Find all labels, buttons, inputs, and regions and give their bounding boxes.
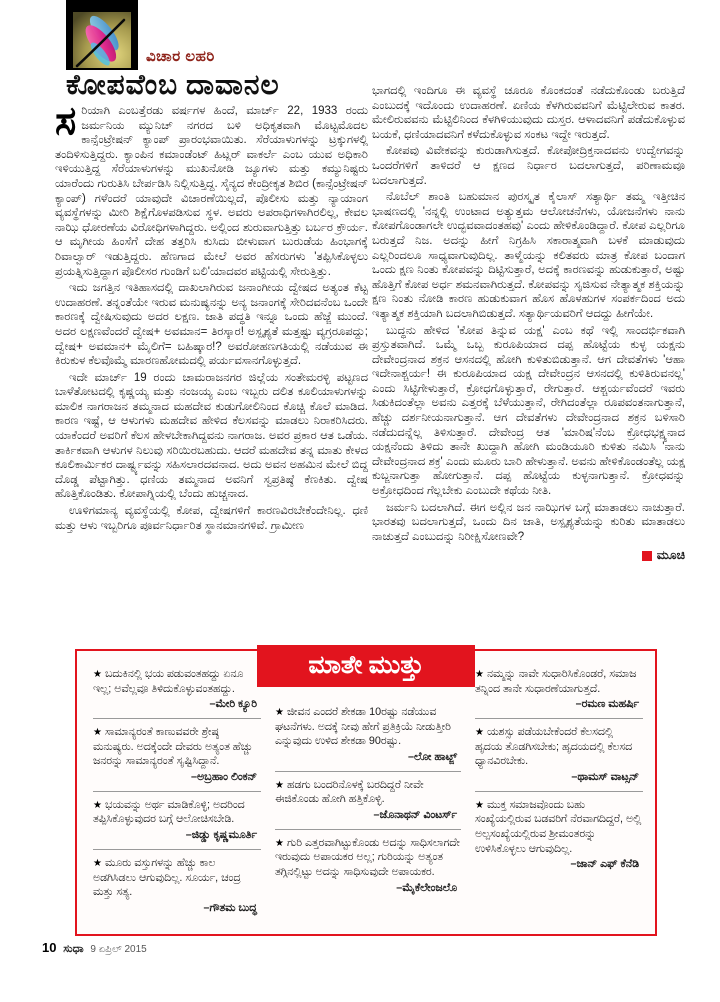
star-icon: ★ [275,779,284,791]
star-icon: ★ [93,857,102,869]
quote-text: ★ ನಮ್ಮನ್ನು ನಾವೇ ಸುಧಾರಿಸಿಕೊಂಡರೆ, ಸಮಾಜ ತನ್ನಿಂದ ತಾನೇ ಸುಧಾರಣೆಯಾಗುತ್ತದೆ. [475,668,637,695]
quote-author: –ಥಾಮಸ್ ವಾಟ್ಸನ್ [571,770,639,783]
page-number: 10 [42,940,57,955]
quote-text: ★ ಮುಕ್ತ ಸಮಾಜವೊಂದು ಬಹು ಸಂಖ್ಯೆಯಲ್ಲಿರುವ ಬಡವರಿಗೆ ನೆರವಾಗದಿದ್ದರೆ, ಅಲ್ಲಿ ಅಲ್ಪಸಂಖ್ಯೆಯಲ್ಲಿರುವ ಶ್ರೀಮಂತರನ್ನು ಉಳಿಸಿಕೊಳ್ಳಲು ಆಗುವುದಿಲ್ಲ. [475,798,642,855]
quote-column-left [93,661,261,926]
quote-author: –ಜಾನ್ ಎಫ್ ಕೆನೆಡಿ [570,858,639,871]
quote-author: –ಗೌತಮ ಬುದ್ಧ [203,901,257,914]
quote-text: ★ ಯಶಸ್ಸು ಪಡೆಯಬೇಕೆಂದರೆ ಕೆಲಸದಲ್ಲಿ ಹೃದಯ ತೊಡಗಿಸಬೇಕು; ಹೃದಯದಲ್ಲಿ ಕೆಲಸದ ಧ್ಯಾನವಿರಬೇಕು. [475,726,633,768]
quote-text: ★ ಭಯವನ್ನು ಅರ್ಥ ಮಾಡಿಕೊಳ್ಳಿ; ಅದರಿಂದ ತಪ್ಪಿಸಿಕೊಳ್ಳುವುದರ ಬಗ್ಗೆ ಆಲೋಚಿಸಬೇಡಿ. [93,798,245,826]
star-icon: ★ [93,669,102,680]
star-icon: ★ [275,707,284,718]
article-column-right [372,84,685,629]
quote-box [75,649,657,936]
quote-item [475,792,643,878]
article-paragraph: ಜರ್ಮನಿ ಬದಲಾಗಿದೆ. ಈಗ ಅಲ್ಲಿನ ಜನ ನಾಝಿಗಳ ಬಗ್ಗೆ ಮಾತಾಡಲು ನಾಚುತ್ತಾರೆ. ಭಾರತವು ಬದಲಾಗುತ್ತದೆ, ಒಂದು ದಿನ ಜಾತಿ, ಅಸ್ಪೃಶ್ಯತೆಯನ್ನು ಕುರಿತು ಮಾತಾಡಲು ನಾಚುತ್ತದೆ ಎಂಬುದನ್ನು ನಿರೀಕ್ಷಿಸೋಣವೇ? [372,501,685,543]
quote-box-title: ಮಾತೇ ಮುತ್ತು [257,645,475,687]
article-paragraph: ಇದು ಜಗತ್ತಿನ ಇತಿಹಾಸದಲ್ಲಿ ದಾಖಲಾಗಿರುವ ಜನಾಂಗೀಯ ದ್ವೇಷದ ಅತ್ಯಂತ ಕೆಟ್ಟ ಉದಾಹರಣೆ. ತನ್ನಂತೆಯೇ ಇರುವ ಮನುಷ್ಯನನ್ನು ಅನ್ಯ ಜನಾಂಗಕ್ಕೆ ಸೇರಿದವನೆಂಬ ಒಂದೇ ಕಾರಣಕ್ಕೆ ದ್ವೇಷಿಸುವುದು ಅದರ ಲಕ್ಷಣ. ಜಾತಿ ಪದ್ಧತಿ ಇನ್ನೂ ಒಂದು ಹೆಜ್ಜೆ ಮುಂದೆ. ಅದರ ಲಕ್ಷಣವೆಂದರೆ ದ್ವೇಷ+ ಅವಮಾನ= ತಿರಸ್ಕಾರ! ಅಸ್ಪೃಶ್ಯತೆ ಮತ್ತಷ್ಟು ವ್ಯಗ್ರರೂಪದ್ದು; ದ್ವೇಷ+ ಅವಮಾನ+ ಮೈಲಿಗೆ= ಬಹಿಷ್ಕಾರ!? ಅವರೋಹಣಗತಿಯಲ್ಲಿ ನಡೆಯುವ ಈ ಕಿರುಕುಳ ಕೆಲವೊಮ್ಮೆ ಮಾರಣಹೋಮದಲ್ಲಿ ಪರ್ಯವಸಾನಗೊಳ್ಳುತ್ತದೆ. [55,282,368,368]
quote-item [93,719,261,792]
quote-author: –ಮೈಕೆಲೇಂಜಲೊ [396,881,457,894]
quote-author: –ರಮಣ ಮಹರ್ಷಿ [575,698,639,711]
red-square-icon [642,551,652,561]
article-column-left [55,104,368,656]
article-paragraph: ನೊಬೆಲ್ ಶಾಂತಿ ಬಹುಮಾನ ಪುರಸ್ಕೃತ ಕೈಲಾಸ್ ಸತ್ಯಾರ್ಥಿ ತಮ್ಮ ಇತ್ತೀಚಿನ ಭಾಷಣದಲ್ಲಿ 'ನನ್ನಲ್ಲಿ ಉಂಟಾದ ಅತ್ಯುತ್ತಮ ಆಲೋಚನೆಗಳು, ಯೋಜನೆಗಳು ನಾನು ಕೋಪಗೊಂಡಾಗಲೇ ಉದ್ಭವವಾದಂತಹವು' ಎಂದು ಹೇಳಿಕೊಂಡಿದ್ದಾರೆ. ಕೋಪ ಎಲ್ಲರಿಗೂ ಬರುತ್ತದೆ ನಿಜ. ಅದನ್ನು ಹೀಗೆ ನಿಗ್ರಹಿಸಿ ಸಕಾರಾತ್ಮವಾಗಿ ಬಳಕೆ ಮಾಡುವುದು ಎಲ್ಲರಿಂದಲೂ ಸಾಧ್ಯವಾಗುವುದಿಲ್ಲ. ತಾಳ್ಮೆಯನ್ನು ಕಲಿತವರು ಮಾತ್ರ ಕೋಪ ಬಂದಾಗ ಒಂದು ಕ್ಷಣ ನಿಂತು ಕೋಪವನ್ನು ದಿಟ್ಟಿಸುತ್ತಾರೆ, ಅದಕ್ಕೆ ಕಾರಣವನ್ನು ಹುಡುಕುತ್ತಾರೆ, ಅಷ್ಟು ಹೊತ್ತಿಗೆ ಕೋಪ ಅರ್ಧ ಶಮನವಾಗಿರುತ್ತದೆ. ಕೋಪವನ್ನು ಸೃಜಿಸುವ ನೇತ್ಯಾತ್ಮಕ ಶಕ್ತಿಯನ್ನು ಕ್ಷಣ ನಿಂತು ನೋಡಿ ಕಾರಣ ಹುಡುಕುವಾಗ ಹೊಸ ಹೊಳಹುಗಳ ಸಂಪರ್ಕದಿಂದ ಅದು ಇತ್ಯಾತ್ಮಕ ಶಕ್ತಿಯಾಗಿ ಬದಲಾಗಿಬಿಡುತ್ತದೆ. ಸತ್ಯಾರ್ಥಿಯವರಿಗೆ ಆದದ್ದು ಹೀಗೆಯೇ. [372,191,685,320]
page-footer [42,940,147,956]
quote-item [475,719,643,792]
article-paragraph: ಭಾಗದಲ್ಲಿ ಇಂದಿಗೂ ಈ ವ್ಯವಸ್ಥೆ ಚೂರೂ ಕೊಂಕದಂತೆ ನಡೆದುಕೊಂಡು ಬರುತ್ತಿದೆ ಎಂಬುದಕ್ಕೆ ಇದೊಂದು ಉದಾಹರಣೆ. ಏಣಿಯ ಕೆಳಗಿರುವವನಿಗೆ ಮೆಟ್ಟಿಲೇರುವ ಕಾತರ. ಮೇಲಿರುವವನು ಮೆಟ್ಟಿಲಿನಿಂದ ಕೆಳಗಿಳಿಯುವುದು ದುಸ್ತರ. ಆಳಾದವನಿಗೆ ಪಡೆದುಕೊಳ್ಳುವ ಬಯಕೆ, ಧಣಿಯಾದವನಿಗೆ ಕಳೆದುಕೊಳ್ಳುವ ಸಂಕಟ ಇದ್ದೇ ಇರುತ್ತದೆ. [372,85,685,141]
article-paragraph: ಊಳಿಗಮಾನ್ಯ ವ್ಯವಸ್ಥೆಯಲ್ಲಿ ಕೋಪ, ದ್ವೇಷಗಳಿಗೆ ಕಾರಣವಿರಬೇಕೆಂದೇನಿಲ್ಲ. ಧಣಿ ಮತ್ತು ಆಳು ಇಬ್ಬರಿಗೂ ಪೂರ್ವನಿರ್ಧಾರಿತ ಸ್ಥಾನಮಾನಗಳಿವೆ. ಗ್ರಾಮೀಣ [55,505,368,532]
quote-author: –ಅಬ್ರಹಾಂ ಲಿಂಕನ್ [190,770,257,783]
author-signature [372,548,685,564]
quote-text: ★ ಮೂರು ವಸ್ತುಗಳನ್ನು ಹೆಚ್ಚು ಕಾಲ ಅಡಗಿಸಿಡಲು ಆಗುವುದಿಲ್ಲ. ಸೂರ್ಯ, ಚಂದ್ರ ಮತ್ತು ಸತ್ಯ. [93,856,241,899]
quote-author: –ಮೇರಿ ಕ್ಯೂರಿ [209,698,257,711]
quote-item [93,792,261,850]
quote-author: –ಲೋ ಹಾಟ್ಜ್ [407,750,457,763]
quote-column-right [475,661,643,926]
quote-item [275,830,461,902]
drop-cap: ಸ [55,104,77,143]
star-icon: ★ [475,727,484,739]
star-icon: ★ [475,669,484,680]
quote-author: –ಜಿಡ್ಡು ಕೃಷ್ಣಮೂರ್ತಿ [185,828,257,841]
author-name: ಮೂಚಿ [656,548,685,563]
quote-item [275,699,461,772]
star-icon: ★ [275,837,284,849]
quote-text: ★ ಸಾಮಾನ್ಯರಂತೆ ಕಾಣುವವರೇ ಶ್ರೇಷ್ಠ ಮನುಷ್ಯರು. ಅದಕ್ಕೆಂದೇ ದೇವರು ಅತ್ಯಂತ ಹೆಚ್ಚು ಜನರನ್ನು ಸಾಮಾನ್ಯರಂತೆ ಸೃಷ್ಟಿಸಿದ್ದಾನೆ. [93,726,253,768]
article-paragraph [55,104,368,279]
quote-text: ★ ಗುರಿ ಎತ್ತರವಾಗಿಟ್ಟುಕೊಂಡು ಅದನ್ನು ಸಾಧಿಸಲಾಗದೇ ಇರುವುದು ಅಪಾಯಕರ ಅಲ್ಲ; ಗುರಿಯನ್ನು ಅತ್ಯಂತ ತಗ್ಗಿನಲ್ಲಿಟ್ಟು ಅದನ್ನು ಸಾಧಿಸುವುದೇ ಅಪಾಯಕರ. [275,836,460,878]
article-paragraph: ಬುದ್ಧನು ಹೇಳಿದ 'ಕೋಪ ತಿನ್ನುವ ಯಕ್ಷ' ಎಂಬ ಕಥೆ ಇಲ್ಲಿ ಸಾಂದರ್ಭಿಕವಾಗಿ ಪ್ರಸ್ತುತವಾಗಿದೆ. ಒಮ್ಮೆ ಒಬ್ಬ ಕುರೂಪಿಯಾದ ದಪ್ಪ ಹೊಟ್ಟೆಯ ಕುಳ್ಳ ಯಕ್ಷನು ದೇವೇಂದ್ರನಾದ ಶಕ್ರನ ಆಸನದಲ್ಲಿ ಹೋಗಿ ಕುಳಿತುಬಿಡುತ್ತಾನೆ. ಆಗ ದೇವತೆಗಳು 'ಆಹಾ ಇದೇನಾಶ್ಚರ್ಯ! ಈ ಕುರೂಪಿಯಾದ ಯಕ್ಷ ದೇವೇಂದ್ರನ ಆಸನದಲ್ಲಿ ಕುಳಿತಿರುವನಲ್ಲ' ಎಂದು ಸಿಟ್ಟಿಗೇಳುತ್ತಾರೆ, ಕ್ರೋಧಗೊಳ್ಳುತ್ತಾರೆ, ರೇಗುತ್ತಾರೆ. ಆಶ್ಚರ್ಯವೆಂದರೆ ಇವರು ಸಿಡುಕಿದಂತೆಲ್ಲಾ ಅವನು ಎತ್ತರಕ್ಕೆ ಬೆಳೆಯುತ್ತಾನೆ, ರೇಗಿದಂತೆಲ್ಲಾ ರೂಪವಂತನಾಗುತ್ತಾನೆ, ಹೆಚ್ಚು ದರ್ಶನೀಯನಾಗುತ್ತಾನೆ. ಆಗ ದೇವತೆಗಳು ದೇವೇಂದ್ರನಾದ ಶಕ್ರನ ಬಳಿಸಾರಿ ನಡೆದುದನ್ನೆಲ್ಲ ತಿಳಿಸುತ್ತಾರೆ. ದೇವೇಂದ್ರ ಆತ 'ಮಾರಿಷ'ನೆಂಬ ಕ್ರೋಧಭಕ್ಷ್ಯನಾದ ಯಕ್ಷನೆಂದು ತಿಳಿದು ತಾನೇ ಖುದ್ದಾಗಿ ಹೋಗಿ ಮಂಡಿಯೂರಿ ಕುಳಿತು ನಮಿಸಿ 'ನಾನು ದೇವೇಂದ್ರನಾದ ಶಕ್ರ' ಎಂದು ಮೂರು ಬಾರಿ ಹೇಳುತ್ತಾನೆ. ಅವನು ಹೇಳಿಕೊಂಡಂತೆಲ್ಲ ಯಕ್ಷ ಕುಬ್ಜನಾಗುತ್ತಾ ಹೋಗುತ್ತಾನೆ. ದಪ್ಪ ಹೊಟ್ಟೆಯ ಕುಳ್ಳನಾಗುತ್ತಾನೆ. ಕ್ರೋಧವನ್ನು ಅಕ್ರೋಧದಿಂದ ಗೆಲ್ಲಬೇಕು ಎಂಬುದೇ ಕಥೆಯ ನೀತಿ. [372,324,685,498]
quote-item [275,772,461,830]
quote-text: ★ ಹಡಗು ಬಂದರಿನೊಳಕ್ಕೆ ಬರದಿದ್ದರೆ ನೀವೇ ಈಜಿಕೊಂಡು ಹೋಗಿ ಹತ್ತಿಕೊಳ್ಳಿ. [275,778,424,806]
magazine-name: ಸುಧಾ [63,943,84,955]
star-icon: ★ [93,727,102,739]
article-paragraph: ಕೋಪವು ವಿವೇಕವನ್ನು ಕುರುಡಾಗಿಸುತ್ತದೆ. ಕೋಪೋದ್ರಿಕ್ತನಾದವನು ಉದ್ವೇಗವನ್ನು ಒಂದರೆಗಳಿಗೆ ತಾಳಿದರೆ ಆ ಕ್ಷಣದ ನಿರ್ಧಾರ ಬದಲಾಗುತ್ತದೆ, ಪರಿಣಾಮವೂ ಬದಲಾಗುತ್ತದೆ. [372,145,685,187]
quote-item [93,661,261,719]
quote-column-center [275,699,461,927]
article-paragraph: ಇದೇ ಮಾರ್ಚ್ 19 ರಂದು ಚಾಮರಾಜನಗರ ಜಿಲ್ಲೆಯ ಸಂತೇಮರಳ್ಳಿ ಪಟ್ಟಣದ ಬಾಳೆತೋಟದಲ್ಲಿ ಕೃಷ್ಣಯ್ಯ ಮತ್ತು ನಂಜಯ್ಯ ಎಂಬ ಇಬ್ಬರು ದಲಿತ ಕೂಲಿಯಾಳುಗಳನ್ನು ಮಾಲಿಕ ನಾಗರಾಜನ ತಮ್ಮನಾದ ಮಹದೇವ ಕುಡುಗೋಲಿನಿಂದ ಕೊಚ್ಚಿ ಕೊಲೆ ಮಾಡಿದ. ಕಾರಣ ಇಷ್ಟೆ, ಆ ಆಳುಗಳು ಮಹದೇವ ಹೇಳಿದ ಕೆಲಸವನ್ನು ಮಾಡಲು ನಿರಾಕರಿಸಿದರು. ಯಾಕೆಂದರೆ ಅವರಿಗೆ ಕೆಲಸ ಹೇಳಬೇಕಾಗಿದ್ದವನು ನಾಗರಾಜ. ಅವರ ಪ್ರಕಾರ ಆತ ಒಡೆಯ. ತಾರ್ಕಿಕವಾಗಿ ಆಳುಗಳ ನಿಲುವು ಸರಿಯಿರಬಹುದು. ಆದರೆ ಮಹದೇವ ತನ್ನ ಮಾತು ಕೇಳದ ಕೂಲಿಕಾರ್ಮಿಕರ ದಾರ್ಷ್ಟ್ಯವನ್ನು ಸಹಿಸಲಾರದವನಾದ. ಅದು ಅವನ ಅಹಮಿನ ಮೇಲೆ ಬಿದ್ದ ದೊಡ್ಡ ಪೆಟ್ಟಾಗಿತ್ತು. ಧಣಿಯ ತಮ್ಮನಾದ ಅವನಿಗೆ ಸ್ವಪ್ರತಿಷ್ಠೆ ಕೆಣಕಿತು. ದ್ವೇಷ ಹೊತ್ತಿಕೊಂಡಿತು. ಕೋಪಾಗ್ನಿಯಲ್ಲಿ ಬೆಂದು ಹುಚ್ಚನಾದ. [55,371,368,501]
quote-text: ★ ಬದುಕಿನಲ್ಲಿ ಭಯ ಪಡುವಂತಹದ್ದು ಏನೂ ಇಲ್ಲ; ಅವೆಲ್ಲವೂ ತಿಳಿದುಕೊಳ್ಳುವಂತಹದ್ದು. [93,668,244,695]
quote-author: –ಜೊನಾಥನ್ ವಿಂಟರ್ಸ್ [373,808,457,821]
section-logo [66,0,138,70]
quote-item [93,850,261,922]
star-icon: ★ [93,799,102,811]
paragraph-text: ರಿಯಾಗಿ ಎಂಬತ್ತೆರಡು ವರ್ಷಗಳ ಹಿಂದೆ, ಮಾರ್ಚ್ 22, 1933 ರಂದು ಜರ್ಮನಿಯ ಮ್ಯುನಿಚ್ ನಗರದ ಬಳಿ ಅಧಿಕೃತವಾಗಿ ಮೊಟ್ಟಮೊದಲ ಕಾನ್ಸೆಂಟ್ರೇಷನ್ ಕ್ಯಾಂಪ್ ಪ್ರಾರಂಭವಾಯಿತು. ಸೆರೆಯಾಳುಗಳನ್ನು ಟ್ರಕ್ಕುಗಳಲ್ಲಿ ತಂದಿಳಿಸುತ್ತಿದ್ದರು. ಕ್ಯಾಂಪಿನ ಕಮಾಂಡೆಂಟ್ ಹಿಟ್ಲರ್ ವಾಕರ್ಲೆ ಎಂಬ ಯುವ ಅಧಿಕಾರಿ ಇಳಿಯುತ್ತಿದ್ದ ಸೆರೆಯಾಳುಗಳನ್ನು ಮುಖನೋಡಿ ಜ್ಯೂಗಳು ಮತ್ತು ಕಮ್ಯುನಿಷ್ಟರು ಯಾರೆಂದು ಗುರುತಿಸಿ ಬೇರ್ಪಡಿಸಿ ನಿಲ್ಲಿಸುತ್ತಿದ್ದ. ಸೈನ್ಯದ ಕೇಂದ್ರೀಕೃತ ಶಿಬಿರ (ಕಾನ್ಸೆಂಟ್ರೇಷನ್ ಕ್ಯಾಂಪ್) ಗಳೆಂದರೆ ಯಾವುದೇ ವಿಚಾರಣೆಯಿಲ್ಲದೆ, ಪೊಲೀಸು ಮತ್ತು ನ್ಯಾಯಾಂಗ ವ್ಯವಸ್ಥೆಗಳನ್ನು ಮೀರಿ ಶಿಕ್ಷೆಗೊಳಪಡಿಸುವ ಸ್ಥಳ. ಅವರು ಅಪರಾಧಿಗಳಾಗಿರಲಿಲ್ಲ, ಕೇವಲ ನಾಝಿ ಧೋರಣೆಯ ವಿರೋಧಿಗಳಾಗಿದ್ದರು. ಅಲ್ಲಿಂದ ಶುರುವಾಗುತ್ತಿತ್ತು ಬರ್ಬರ ಕ್ರೌರ್ಯ. ಆ ಮೃಗೀಯ ಹಿಂಸೆಗೆ ದೇಹ ತತ್ತರಿಸಿ ಕುಸಿದು ಬೀಳುವಾಗ ಬುರುಡೆಯ ಹಿಂಭಾಗಕ್ಕೆ ರಿವಾಲ್ವಾರ್ ಇಡುತ್ತಿದ್ದರು. ಹೆಣಗಾದ ಮೇಲೆ ಅವರ ಹೆಸರುಗಳು 'ತಪ್ಪಿಸಿಕೊಳ್ಳಲು ಪ್ರಯತ್ನಿಸುತ್ತಿದ್ದಾಗ ಪೊಲೀಸರ ಗುಂಡಿಗೆ ಬಲಿ'ಯಾದವರ ಪಟ್ಟಿಯಲ್ಲಿ ಸೇರುತ್ತಿತ್ತು. [55,105,368,278]
quote-text: ★ ಜೀವನ ಎಂದರೆ ಶೇಕಡಾ 10ರಷ್ಟು ನಡೆಯುವ ಘಟನೆಗಳು. ಅದಕ್ಕೆ ನೀವು ಹೇಗೆ ಪ್ರತಿಕ್ರಿಯೆ ನೀಡುತ್ತೀರಿ ಎನ್ನುವುದು ಉಳಿದ ಶೇಕಡಾ 90ರಷ್ಟು. [275,706,451,748]
star-icon: ★ [475,799,484,811]
issue-date: 9 ಏಪ್ರಿಲ್ 2015 [90,944,147,955]
quote-item [475,661,643,719]
section-label: ವಿಚಾರ ಲಹರಿ [146,48,215,65]
article-title: ಕೋಪವೆಂಬ ದಾವಾನಲ [66,70,280,101]
feather-logo-image [66,0,138,70]
